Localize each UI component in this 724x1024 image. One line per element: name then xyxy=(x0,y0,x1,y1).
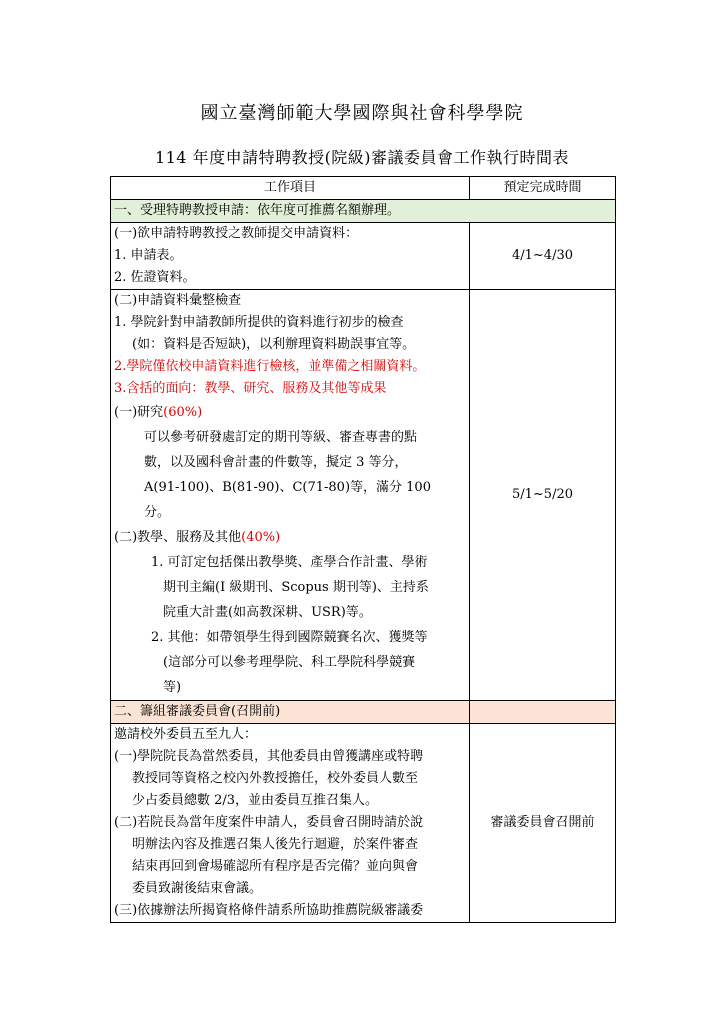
teaching-label: (二)教學、服務及其他 xyxy=(114,530,242,545)
teaching-heading xyxy=(114,525,466,550)
item-line: 委員致謝後結束會議。 xyxy=(132,881,263,896)
table-row xyxy=(111,223,616,290)
research-heading xyxy=(114,400,466,425)
table-row xyxy=(111,290,616,701)
item-line-highlight: 3.含括的面向：教學、研究、服務及其他等成果 xyxy=(114,381,387,396)
item-line: 結束再回到會場確認所有程序是否完備？並向與會 xyxy=(132,859,419,874)
column-header-date: 預定完成時間 xyxy=(470,177,616,200)
item-line: A(91-100)、B(81-90)、C(71-80)等，滿分 100 xyxy=(144,480,431,495)
item-line: 教授同等資格之校內外教授擔任，校外委員人數至 xyxy=(132,771,419,786)
item-line: (一)學院院長為當然委員，其他委員由曾獲講座或特聘 xyxy=(114,749,424,764)
item-line: 1. 可訂定包括傑出教學獎、產學合作計畫、學術 xyxy=(151,555,428,570)
date-cell: 5/1~5/20 xyxy=(470,290,616,701)
section-heading-row xyxy=(111,701,616,724)
item-line: (如：資料是否短缺)，以利辦理資料勘誤事宜等。 xyxy=(132,337,416,352)
date-cell: 審議委員會召開前 xyxy=(470,724,616,923)
section2-heading: 二、籌組審議委員會(召開前) xyxy=(111,701,470,724)
item-cell xyxy=(111,724,470,923)
item-line: 1. 學院針對申請教師所提供的資料進行初步的檢查 xyxy=(114,315,404,330)
item-line: 明辦法內容及推選召集人後先行迴避，於案件審查 xyxy=(132,837,419,852)
item-line: 2. 其他：如帶領學生得到國際競賽名次、獲獎等 xyxy=(151,630,428,645)
item-line: (這部分可以參考理學院、科工學院科學競賽 xyxy=(163,655,416,670)
section2-heading-blank xyxy=(470,701,616,724)
document-title: 國立臺灣師範大學國際與社會科學學院 xyxy=(200,103,524,124)
item-line: (二)申請資料彙整檢查 xyxy=(114,293,242,308)
item-line: 少占委員總數 2/3，並由委員互推召集人。 xyxy=(132,793,379,808)
teaching-weight: (40%) xyxy=(241,530,281,545)
item-line: 等) xyxy=(163,680,182,695)
item-line: 1. 申請表。 xyxy=(114,248,183,263)
section1-heading: 一、受理特聘教授申請：依年度可推薦名額辦理。 xyxy=(111,200,616,223)
item-line: (一)欲申請特聘教授之教師提交申請資料： xyxy=(114,226,359,241)
item-cell xyxy=(111,223,470,290)
item-line: 邀請校外委員五至九人： xyxy=(114,727,258,742)
schedule-table xyxy=(110,176,616,923)
document-subtitle: 114 年度申請特聘教授(院級)審議委員會工作執行時間表 xyxy=(154,148,570,167)
date-cell: 4/1~4/30 xyxy=(470,223,616,290)
item-line-highlight: 2.學院僅依校申請資料進行檢核，並準備之相關資料。 xyxy=(114,359,426,374)
item-line: 數，以及國科會計畫的件數等，擬定 3 等分， xyxy=(144,455,408,470)
item-line: 院重大計畫(如高教深耕、USR)等。 xyxy=(163,605,372,620)
item-line: 可以參考研發處訂定的期刊等級、審查專書的點 xyxy=(144,430,418,445)
item-line: (三)依據辦法所揭資格條件請系所協助推薦院級審議委 xyxy=(114,903,424,918)
item-cell xyxy=(111,290,470,701)
table-row xyxy=(111,724,616,923)
research-weight: (60%) xyxy=(163,405,203,420)
item-line: 分。 xyxy=(144,505,171,520)
item-line: 2. 佐證資料。 xyxy=(114,270,196,285)
column-header-item: 工作項目 xyxy=(111,177,470,200)
section-heading-row xyxy=(111,200,616,223)
research-label: (一)研究 xyxy=(114,405,164,420)
item-line: (二)若院長為當年度案件申請人，委員會召開時請於說 xyxy=(114,815,424,830)
table-header-row xyxy=(111,177,616,200)
item-line: 期刊主編(I 級期刊、Scopus 期刊等)、主持系 xyxy=(163,580,429,595)
